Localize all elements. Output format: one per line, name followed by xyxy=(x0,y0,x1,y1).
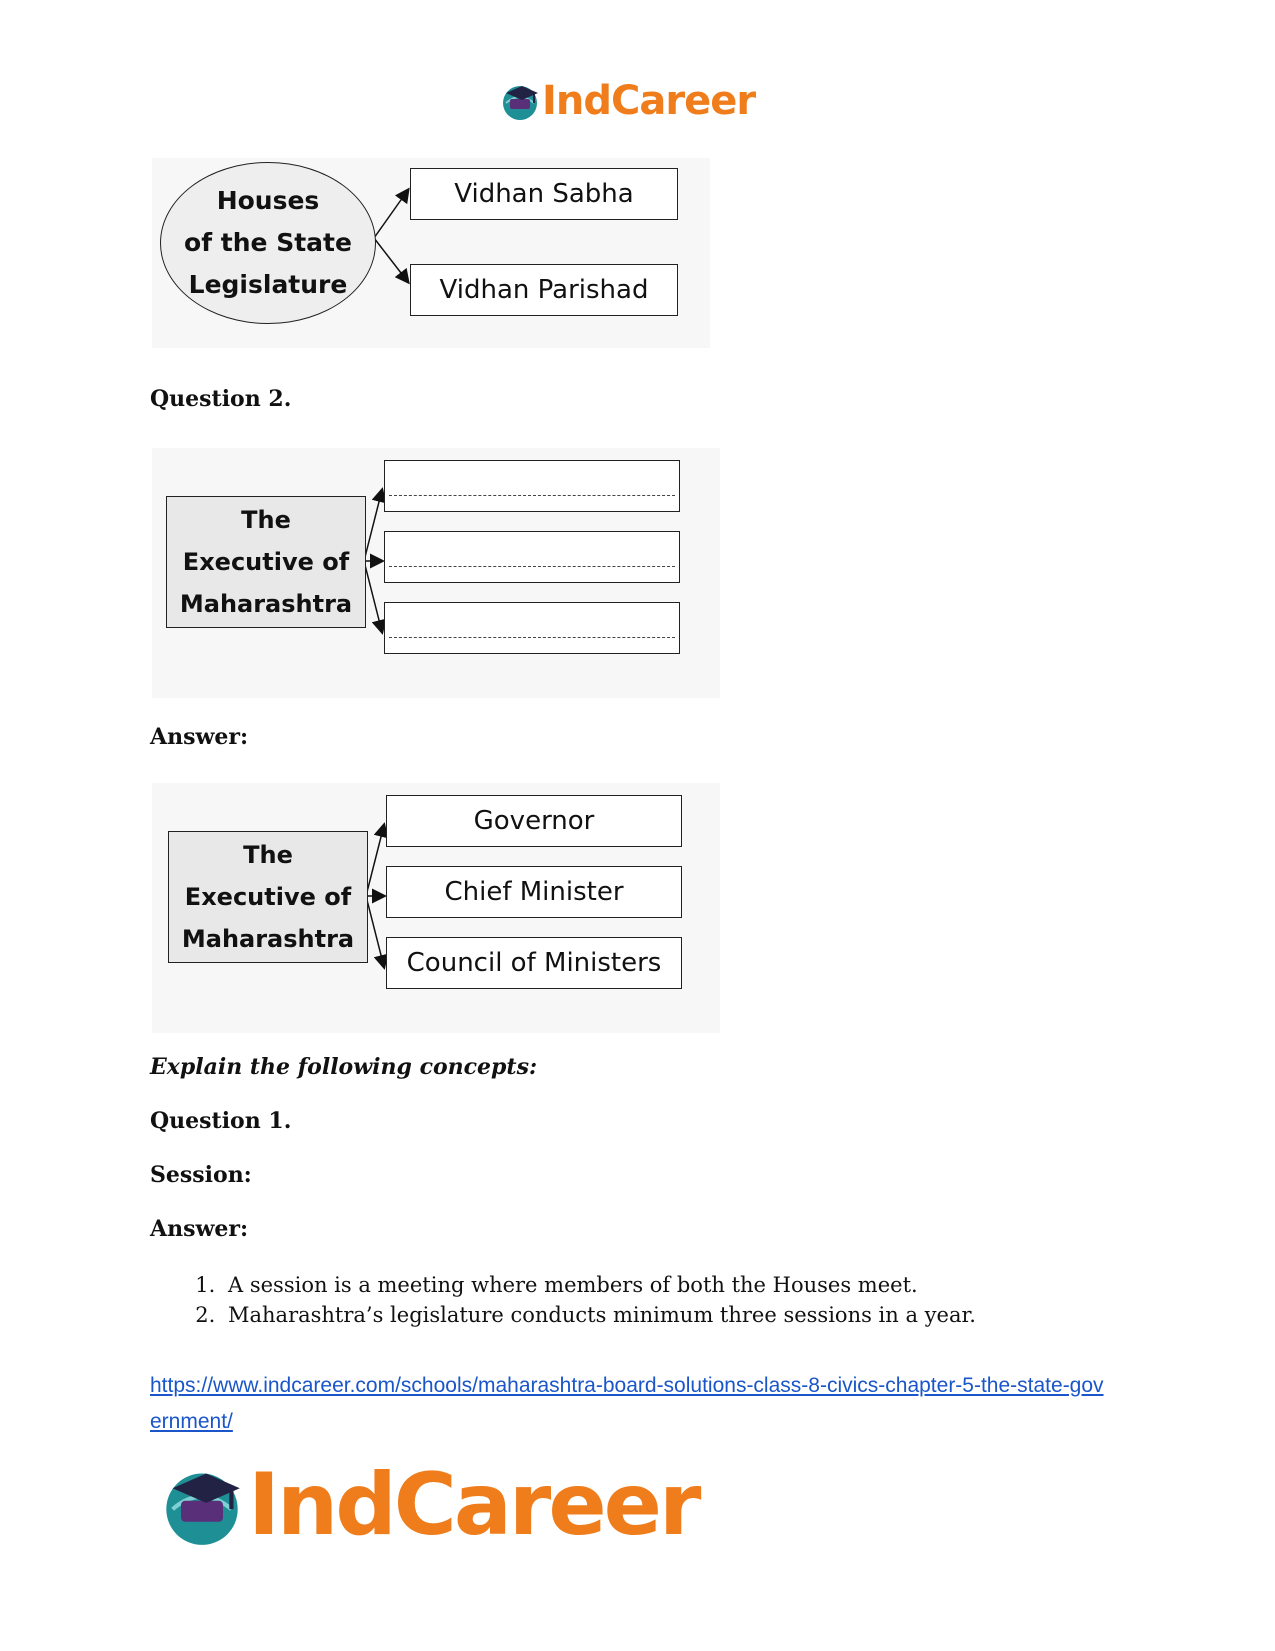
question-2-label: Question 2. xyxy=(150,386,292,412)
section-heading: Explain the following concepts: xyxy=(150,1054,538,1080)
logo-wordmark: IndCareer xyxy=(248,1455,699,1555)
indcareer-logo-top xyxy=(500,78,755,124)
governor-box: Governor xyxy=(386,795,682,847)
list-item: 1. A session is a meeting where members of both the Houses meet. xyxy=(222,1270,976,1300)
blank-dash-line xyxy=(389,566,675,567)
blank-box xyxy=(384,460,680,512)
executive-center-line: Maharashtra xyxy=(179,590,353,618)
concept-title: Session: xyxy=(150,1162,252,1188)
executive-blank-diagram xyxy=(152,448,720,698)
blank-dash-line xyxy=(389,637,675,638)
question-1-label: Question 1. xyxy=(150,1108,292,1134)
houses-oval xyxy=(160,162,376,324)
blank-box xyxy=(384,531,680,583)
executive-center-box xyxy=(168,831,368,963)
council-of-ministers-box: Council of Ministers xyxy=(386,937,682,989)
logo-wordmark: IndCareer xyxy=(542,78,756,124)
houses-center-line: of the State xyxy=(184,228,352,257)
blank-dash-line xyxy=(389,495,675,496)
list-item: 2. Maharashtra’s legislature conducts minimum three sessions in a year. xyxy=(222,1300,976,1330)
vidhan-parishad-box: Vidhan Parishad xyxy=(410,264,678,316)
globe-cap-icon xyxy=(160,1463,244,1547)
chief-minister-box: Chief Minister xyxy=(386,866,682,918)
answer-label: Answer: xyxy=(150,724,249,750)
answer-list xyxy=(182,1270,976,1330)
source-link[interactable]: https://www.indcareer.com/schools/maharashtra-board-solutions-class-8-civics-chapter-5-the-state-government/ xyxy=(150,1374,1104,1433)
executive-answer-diagram xyxy=(152,783,720,1033)
executive-center-line: Maharashtra xyxy=(181,925,355,953)
blank-box xyxy=(384,602,680,654)
executive-center-line: The xyxy=(241,506,291,534)
answer-label-2: Answer: xyxy=(150,1216,249,1242)
vidhan-sabha-box: Vidhan Sabha xyxy=(410,168,678,220)
executive-center-line: Executive of xyxy=(184,883,352,911)
houses-diagram xyxy=(152,158,710,348)
houses-center-line: Legislature xyxy=(188,270,348,299)
globe-cap-icon xyxy=(500,81,540,121)
houses-center-line: Houses xyxy=(216,186,320,215)
executive-center-line: The xyxy=(243,841,293,869)
indcareer-logo-bottom xyxy=(160,1455,698,1555)
executive-center-line: Executive of xyxy=(182,548,350,576)
executive-center-box xyxy=(166,496,366,628)
